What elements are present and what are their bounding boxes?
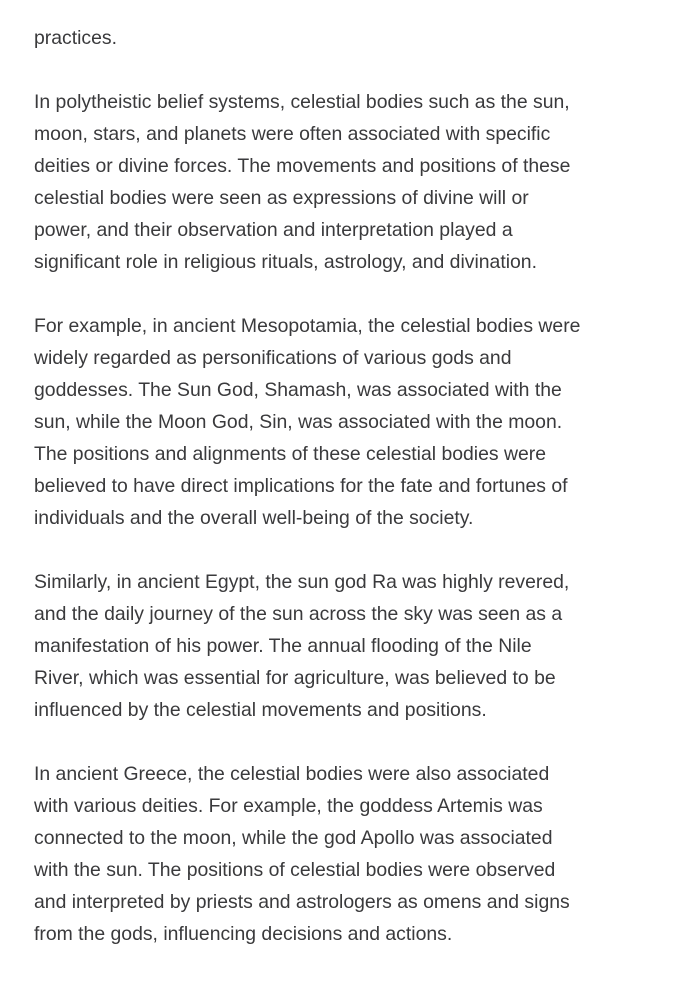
text-line: practices. <box>34 27 117 49</box>
text-line: with various deities. For example, the goddess Artemis was <box>34 795 543 817</box>
text-line: individuals and the overall well-being of the society. <box>34 507 474 529</box>
text-line: connected to the moon, while the god Apollo was associated <box>34 827 553 849</box>
article-body <box>34 22 674 982</box>
text-line: influenced by the celestial movements and positions. <box>34 699 487 721</box>
text-line: sun, while the Moon God, Sin, was associated with the moon. <box>34 411 563 433</box>
text-line: The positions and alignments of these celestial bodies were <box>34 443 546 465</box>
text-line: from the gods, influencing decisions and actions. <box>34 923 453 945</box>
text-line: power, and their observation and interpretation played a <box>34 219 513 241</box>
paragraph-greece <box>34 758 674 950</box>
text-line: and the daily journey of the sun across the sky was seen as a <box>34 603 563 625</box>
text-line: believed to have direct implications for the fate and fortunes of <box>34 475 568 497</box>
text-line: significant role in religious rituals, astrology, and divination. <box>34 251 537 273</box>
text-line: In polytheistic belief systems, celestial bodies such as the sun, <box>34 91 570 113</box>
text-line: widely regarded as personifications of various gods and <box>34 347 512 369</box>
paragraph-polytheistic <box>34 86 674 278</box>
text-line: In ancient Greece, the celestial bodies were also associated <box>34 763 550 785</box>
text-line: River, which was essential for agriculture, was believed to be <box>34 667 556 689</box>
text-line: and interpreted by priests and astrologers as omens and signs <box>34 891 570 913</box>
text-line: manifestation of his power. The annual flooding of the Nile <box>34 635 532 657</box>
text-line: with the sun. The positions of celestial bodies were observed <box>34 859 556 881</box>
text-line: celestial bodies were seen as expressions of divine will or <box>34 187 529 209</box>
paragraph-intro-tail <box>34 22 674 54</box>
text-line: goddesses. The Sun God, Shamash, was associated with the <box>34 379 562 401</box>
paragraph-egypt <box>34 566 674 726</box>
paragraph-mesopotamia <box>34 310 674 534</box>
text-line: Similarly, in ancient Egypt, the sun god Ra was highly revered, <box>34 571 570 593</box>
text-line: moon, stars, and planets were often associated with specific <box>34 123 551 145</box>
text-line: deities or divine forces. The movements and positions of these <box>34 155 571 177</box>
text-line: For example, in ancient Mesopotamia, the celestial bodies were <box>34 315 581 337</box>
